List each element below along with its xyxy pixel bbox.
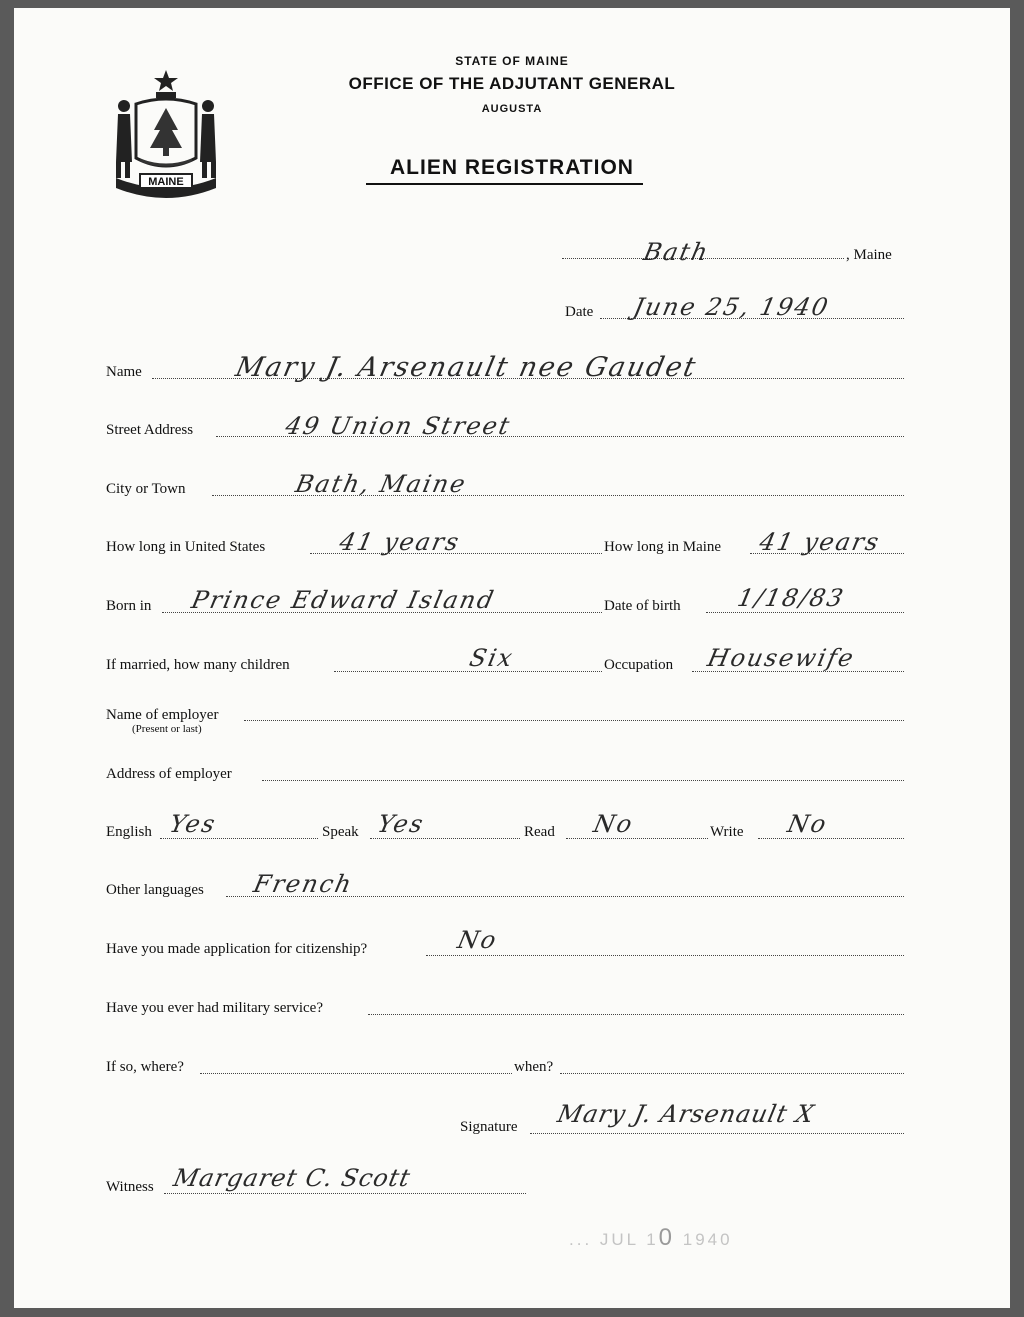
employer-address-label: Address of employer <box>106 766 232 782</box>
stamp-faint-text: ... JUL 1 <box>569 1230 659 1249</box>
stamp-year: 1940 <box>682 1230 733 1249</box>
how-long-us-label: How long in United States <box>106 539 266 555</box>
signature-label: Signature <box>460 1119 518 1135</box>
office-heading: OFFICE OF THE ADJUTANT GENERAL <box>348 74 676 93</box>
city-heading: AUGUSTA <box>481 103 543 115</box>
received-stamp <box>569 1224 733 1252</box>
date-of-birth-line <box>706 612 904 613</box>
name-value: Mary J. Arsenault nee Gaudet <box>232 352 700 383</box>
street-value: 49 Union Street <box>283 412 514 440</box>
born-in-label: Born in <box>106 598 152 614</box>
when-line <box>560 1073 904 1074</box>
other-languages-label: Other languages <box>106 882 204 898</box>
date-of-birth-value: 1/18/83 <box>735 584 848 612</box>
street-label: Street Address <box>106 422 194 438</box>
how-long-maine-label: How long in Maine <box>604 539 722 555</box>
witness-label: Witness <box>106 1179 154 1195</box>
speak-value: Yes <box>375 810 428 838</box>
date-label: Date <box>565 304 594 320</box>
english-line <box>160 838 318 839</box>
witness-value: Margaret C. Scott <box>171 1164 414 1192</box>
how-long-us-value: 41 years <box>337 528 464 556</box>
children-label: If married, how many children <box>106 657 290 673</box>
write-value: No <box>785 810 831 838</box>
seal-text: MAINE <box>148 176 184 188</box>
occupation-label: Occupation <box>604 657 674 673</box>
state-heading: STATE OF MAINE <box>455 54 569 68</box>
employer-address-line <box>262 780 904 781</box>
title-underline <box>366 183 643 185</box>
if-so-where-line <box>200 1073 512 1074</box>
date-value: June 25, 1940 <box>631 293 833 321</box>
when-label: when? <box>514 1059 554 1075</box>
employer-note: (Present or last) <box>132 723 202 735</box>
employer-label: Name of employer <box>106 707 219 723</box>
maine-label: , Maine <box>846 247 892 263</box>
citizenship-label: Have you made application for citizenship? <box>106 941 368 957</box>
write-line <box>758 838 904 839</box>
city-value: Bath, Maine <box>293 470 470 498</box>
children-value: Six <box>467 644 517 672</box>
name-label: Name <box>106 364 142 380</box>
city-label: City or Town <box>106 481 186 497</box>
citizenship-line <box>426 955 904 956</box>
other-languages-value: French <box>251 870 356 898</box>
date-of-birth-label: Date of birth <box>604 598 681 614</box>
form-title: ALIEN REGISTRATION <box>390 156 634 179</box>
signature-line <box>530 1133 904 1134</box>
military-line <box>368 1014 904 1015</box>
english-value: Yes <box>167 810 220 838</box>
read-label: Read <box>524 824 555 840</box>
if-so-where-label: If so, where? <box>106 1059 184 1075</box>
military-label: Have you ever had military service? <box>106 1000 323 1016</box>
write-label: Write <box>710 824 744 840</box>
witness-line <box>164 1193 526 1194</box>
how-long-maine-value: 41 years <box>757 528 884 556</box>
speak-line <box>370 838 520 839</box>
english-label: English <box>106 824 152 840</box>
read-line <box>566 838 708 839</box>
signature-value: Mary J. Arsenault X <box>555 1100 818 1128</box>
employer-line <box>244 720 904 721</box>
occupation-value: Housewife <box>705 644 858 672</box>
speak-label: Speak <box>322 824 359 840</box>
town-value: Bath <box>641 238 713 266</box>
registration-form-page <box>14 8 1010 1308</box>
read-value: No <box>591 810 637 838</box>
stamp-day: 0 <box>658 1224 676 1251</box>
citizenship-value: No <box>455 926 501 954</box>
born-in-value: Prince Edward Island <box>189 586 498 614</box>
